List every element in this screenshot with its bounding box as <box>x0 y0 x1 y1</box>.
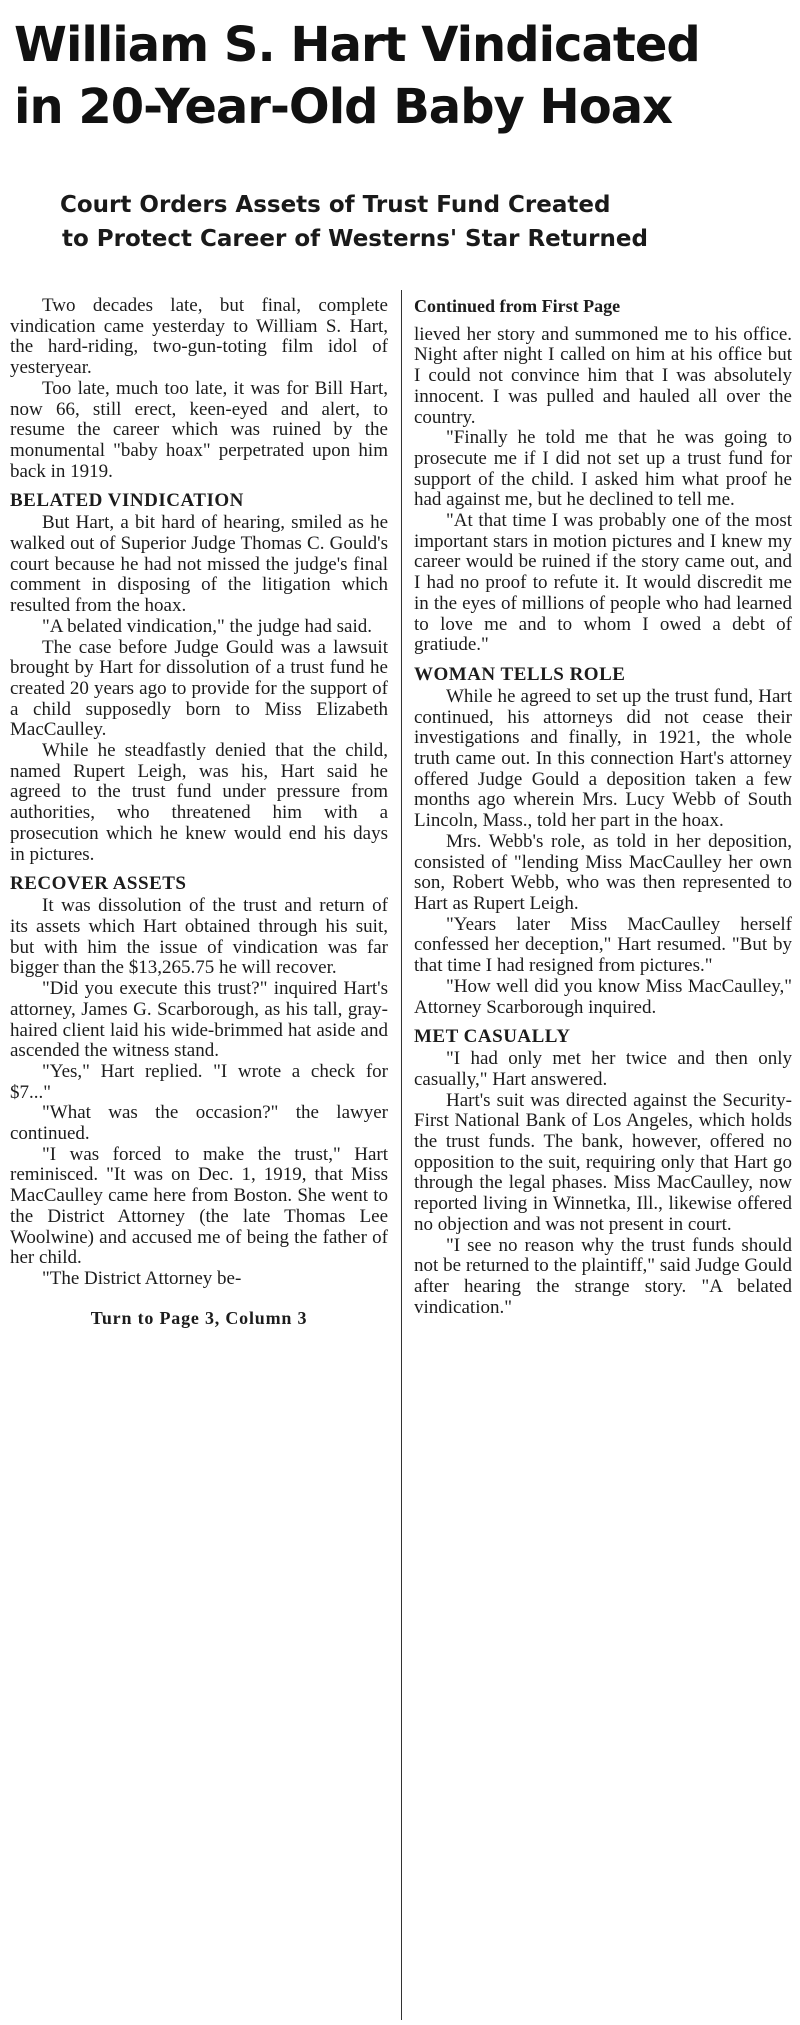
paragraph: Hart's suit was directed against the Security-First National Bank of Los Angeles, which holds the trust funds. The bank, however, offered no opposition to the suit, requiring only that Hart go through the legal phases. Miss MacCaulley, now reported living in Winnetka, Ill., likewise offered no objection and was not present in court. <box>414 1089 792 1235</box>
paragraph: The case before Judge Gould was a lawsuit brought by Hart for dissolution of a trust fund he created 20 years ago to provide for the support of a child supposedly born to Miss Elizabeth MacCaulley. <box>10 636 388 741</box>
subheadline-line-1: Court Orders Assets of Trust Fund Created <box>60 192 611 218</box>
paragraph: "I see no reason why the trust funds should not be returned to the plaintiff," said Judge Gould after hearing the strange story. "A belated vindication." <box>414 1234 792 1318</box>
paragraph: "Did you execute this trust?" inquired Hart's attorney, James G. Scarborough, as his tall, gray-haired client laid his wide-brimmed hat aside and ascended the witness stand. <box>10 978 388 1062</box>
paragraph: Mrs. Webb's role, as told in her deposition, consisted of "lending Miss MacCaulley her own son, Robert Webb, who was then represented to Hart as Rupert Leigh. <box>414 830 792 914</box>
paragraph: lieved her story and summoned me to his office. Night after night I called on him at his office but I could not convince him that I was absolutely innocent. I was pulled and hauled all over the country. <box>414 323 792 428</box>
paragraph: "The District Attorney be- <box>42 1267 242 1289</box>
headline-line-1: William S. Hart Vindicated <box>14 17 700 73</box>
paragraph: "How well did you know Miss MacCaulley," Attorney Scarborough inquired. <box>414 975 792 1018</box>
paragraph: "Yes," Hart replied. "I wrote a check for $7..." <box>10 1060 388 1103</box>
subheadline-line-2: to Protect Career of Westerns' Star Returned <box>62 226 648 252</box>
paragraph: Too late, much too late, it was for Bill Hart, now 66, still erect, keen-eyed and alert, to resume the career which was ruined by the monumental "baby hoax" perpetrated upon him back in 1919. <box>10 377 388 482</box>
paragraph: It was dissolution of the trust and return of its assets which Hart obtained through his suit, but with him the issue of vindication was far bigger than the $13,265.75 he will recover. <box>10 895 388 979</box>
section-heading-recover-assets: RECOVER ASSETS <box>10 873 187 895</box>
column-divider <box>401 290 402 2020</box>
section-heading-woman-tells-role: WOMAN TELLS ROLE <box>414 663 626 685</box>
paragraph: But Hart, a bit hard of hearing, smiled as he walked out of Superior Judge Thomas C. Gould's court because he had not missed the judge's final comment in disposing of the litigation which resulted from the hoax. <box>10 512 388 617</box>
paragraph: While he steadfastly denied that the child, named Rupert Leigh, was his, Hart said he agreed to the trust fund under pressure from authorities, who threatened him with a prosecution which he knew would end his days in pictures. <box>10 740 388 865</box>
article-column-right <box>414 296 792 1318</box>
paragraph: "Years later Miss MacCaulley herself confessed her deception," Hart resumed. "But by that time I had resigned from pictures." <box>414 913 792 977</box>
section-heading-met-casually: MET CASUALLY <box>414 1026 571 1048</box>
headline <box>14 14 794 138</box>
paragraph: "I was forced to make the trust," Hart reminisced. "It was on Dec. 1, 1919, that Miss MacCaulley came here from Boston. She went to the District Attorney (the late Thomas Lee Woolwine) and accused me of being the father of her child. <box>10 1143 388 1269</box>
article-column-left <box>10 296 388 1328</box>
headline-line-2: in 20-Year-Old Baby Hoax <box>14 79 673 135</box>
paragraph: "A belated vindication," the judge had said. <box>42 615 372 637</box>
paragraph: "Finally he told me that he was going to prosecute me if I did not set up a trust fund for support of the child. I asked him what proof he had against me, but he declined to tell me. <box>414 427 792 511</box>
jump-line: Turn to Page 3, Column 3 <box>90 1307 308 1328</box>
subheadline <box>60 188 760 256</box>
paragraph: "What was the occasion?" the lawyer continued. <box>10 1102 388 1145</box>
section-heading-belated-vindication: BELATED VINDICATION <box>10 490 244 512</box>
continued-line: Continued from First Page <box>414 296 621 316</box>
paragraph: "At that time I was probably one of the most important stars in motion pictures and I knew my career would be ruined if the story came out, and I had no proof to refute it. It would discredit me in the eyes of millions of people who had learned to love me and to whom I owed a debt of gratiude." <box>414 510 792 656</box>
paragraph: "I had only met her twice and then only casually," Hart answered. <box>414 1048 792 1090</box>
paragraph: While he agreed to set up the trust fund, Hart continued, his attorneys did not cease their investigations and finally, in 1921, the whole truth came out. In this connection Hart's attorney offered Judge Gould a deposition taken a few months ago wherein Mrs. Lucy Webb of South Lincoln, Mass., told her part in the hoax. <box>414 685 792 832</box>
paragraph: Two decades late, but final, complete vindication came yesterday to William S. Hart, the hard-riding, two-gun-toting film idol of yesteryear. <box>10 295 388 379</box>
